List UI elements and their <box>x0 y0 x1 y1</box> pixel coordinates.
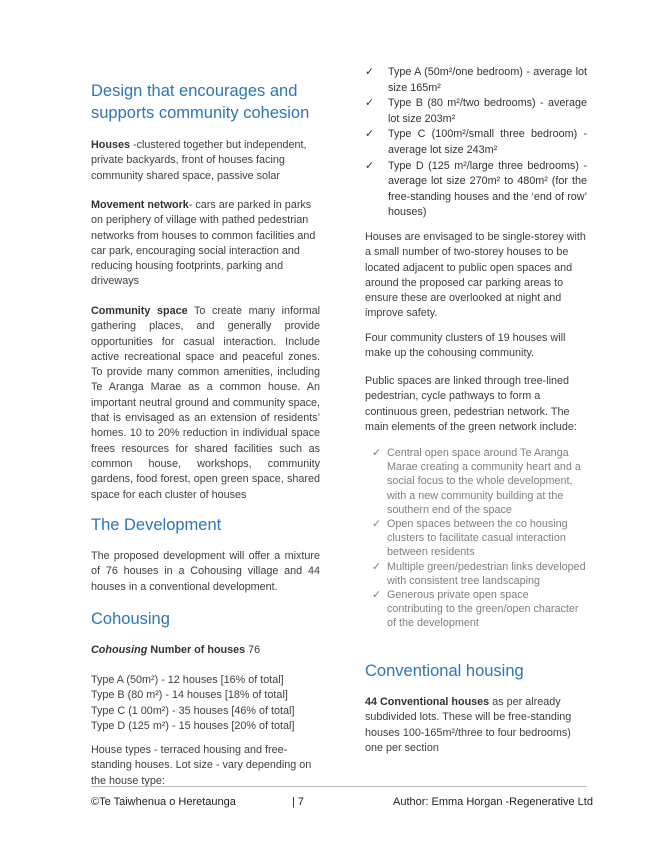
check-icon: ✓ <box>372 447 382 459</box>
type-list <box>91 673 320 734</box>
check-icon: ✓ <box>365 66 375 78</box>
type-line: Type A (50m²) - 12 houses [16% of total] <box>91 674 284 686</box>
movement-label: Movement network <box>91 199 189 211</box>
cohousing-count: 76 <box>245 644 261 656</box>
clusters-paragraph: Four community clusters of 19 houses will make up the cohousing community. <box>365 332 566 360</box>
single-storey-paragraph: Houses are envisaged to be single-storey with a small number of two-storey houses to be located adjacent to public open spaces and around the proposed car parking areas to ensure these are overlooked at night and improve safety. <box>365 231 586 320</box>
list-item: ✓ Type A (50m²/one bedroom) - average lot size 165m² <box>365 66 587 94</box>
footer-author: Author: Emma Horgan -Regenerative Ltd <box>393 796 593 808</box>
heading-design-cohesion: Design that encourages and supports community cohesion <box>91 82 310 122</box>
check-icon: ✓ <box>372 589 382 602</box>
list-item: ✓ Generous private open space contributing to the green/open character of the development <box>372 589 579 630</box>
check-icon: ✓ <box>372 518 382 531</box>
conventional-label: 44 Conventional houses <box>365 696 490 708</box>
footer-rule <box>91 786 587 787</box>
heading-conventional-housing: Conventional housing <box>365 662 524 680</box>
list-item: ✓ Type D (125 m²/large three bedrooms) - average lot size 270m² to 480m² (for the free-standing houses and the ‘end of row’ houses) <box>365 159 587 219</box>
cohousing-italic-label: Cohousing <box>91 644 148 656</box>
list-item: ✓ Multiple green/pedestrian links developed with consistent tree landscaping <box>372 560 586 587</box>
check-icon: ✓ <box>365 159 375 172</box>
list-item: ✓ Open spaces between the co housing clusters to facilitate casual interaction between residents <box>372 518 568 559</box>
conventional-text: as per already subdivided lots. These will be free-standing houses 100-165m²/three to four bedrooms) one per section <box>365 696 572 754</box>
cohousing-label-rest: Number of houses <box>147 644 246 656</box>
footer-page-number: | 7 <box>292 796 305 808</box>
list-item: ✓ Type B (80 m²/two bedrooms) - average lot size 203m² <box>365 97 587 125</box>
public-spaces-paragraph: Public spaces are linked through tree-lined pedestrian, cycle pathways to form a continuous green, pedestrian network. The main elements of the green network include: <box>365 375 577 433</box>
lot-size-list <box>365 65 587 221</box>
development-paragraph: The proposed development will offer a mixture of 76 houses in a Cohousing village and 44 houses in a conventional development. <box>91 550 320 593</box>
community-paragraph <box>91 304 320 503</box>
houses-text: -clustered together but independent, private backyards, front of houses facing community shared space, passive solar <box>91 139 307 182</box>
green-network-list <box>365 446 587 631</box>
check-icon: ✓ <box>372 560 382 573</box>
house-types-paragraph: House types - terraced housing and free-standing houses. Lot size - vary depending on the house type: <box>91 744 312 787</box>
conventional-paragraph <box>365 695 587 756</box>
type-line: Type C (1 00m²) - 35 houses [46% of total] <box>91 704 295 717</box>
list-item: ✓ Type C (100m²/small three bedroom) - average lot size 243m² <box>365 128 587 156</box>
check-icon: ✓ <box>365 97 375 110</box>
list-item: ✓ Central open space around Te Aranga Marae creating a community heart and a social focus to the whole development, with a new community building at the southern end of the space <box>372 447 581 516</box>
movement-paragraph <box>91 198 320 290</box>
cohousing-count-line <box>91 643 320 658</box>
movement-text: - cars are parked in parks on periphery of village with pathed pedestrian networks from houses to common facilities and car park, encouraging social interaction and reducing housing footprints, parking and driveways <box>91 199 316 288</box>
heading-cohousing: Cohousing <box>91 610 170 628</box>
community-label: Community space <box>91 305 188 317</box>
type-line: Type B (80 m²) - 14 houses [18% of total] <box>91 689 288 702</box>
heading-development: The Development <box>91 516 222 534</box>
community-text: To create many informal gathering places, and generally provide opportunities for casual interaction. Include active recreational space and peaceful zones. To provide many common amenities, including Te Aranga Marae as a common house. An important neutral ground and community space, that is envisaged as an extension of residents’ homes. 10 to 20% reduction in individual space frees resources for shared facilities such as common house, workshops, community gardens, food forest, open green space, shared space for each cluster of houses <box>91 305 320 501</box>
check-icon: ✓ <box>365 128 375 141</box>
houses-label: Houses <box>91 139 131 151</box>
houses-paragraph <box>91 138 320 184</box>
footer-copyright: ©Te Taiwhenua o Heretaunga <box>91 796 236 808</box>
type-line: Type D (125 m²) - 15 houses [20% of total] <box>91 719 295 732</box>
